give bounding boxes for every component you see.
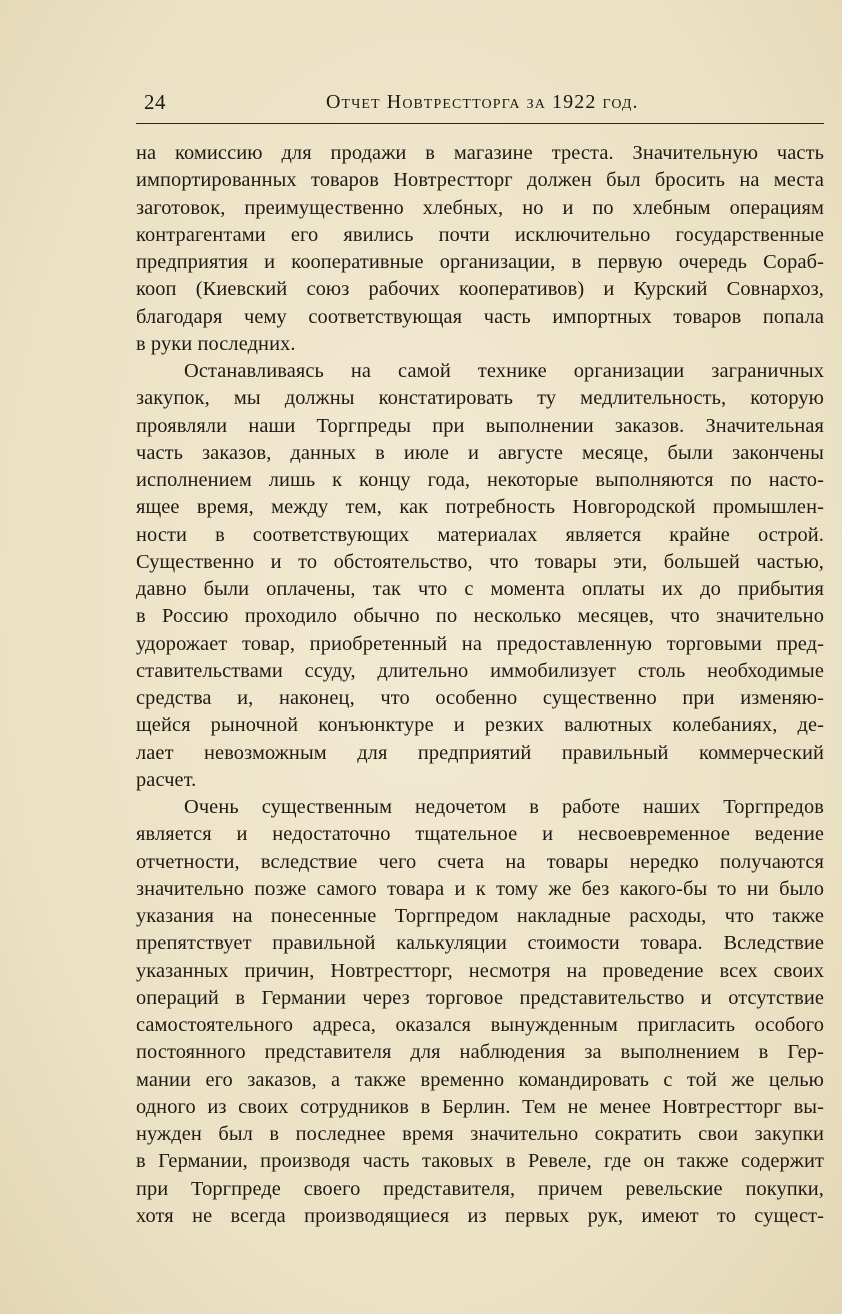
text-line: мании его заказов, а также временно командировать с той же целью [136,1068,824,1091]
text-line: в руки последних. [136,332,296,355]
text-line: указания на понесенные Торгпредом накладные расходы, что также [136,905,824,927]
page-number: 24 [144,90,166,114]
body-text [136,140,824,1230]
text-line: операций в Германии через торговое представительство и отсутствие [136,986,824,1009]
text-line: лает невозможным для предприятий правильный коммерческий [136,741,824,764]
text-line: препятствует правильной калькуляции стоимости товара. Вследствие [136,932,824,955]
text-line: значительно позже самого товара и к тому же без какого-бы то ни было [136,877,824,900]
text-line: отчетности, вследствие чего счета на товары нередко получаются [136,850,824,873]
text-line: указанных причин, Новтрестторг, несмотря на проведение всех своих [136,959,824,982]
text-line: удорожает товар, приобретенный на предоставленную торговыми пред- [136,632,824,655]
text-line: расчет. [136,768,197,791]
text-line: ящее время, между тем, как потребность Новгородской промышлен- [136,496,824,519]
header-rule [136,123,824,124]
page-header [136,88,824,122]
text-line: часть заказов, данных в июле и августе месяце, были закончены [136,441,824,464]
text-line: предприятия и кооперативные организации, в первую очередь Сораб- [136,251,824,273]
text-line: одного из своих сотрудников в Берлин. Тем не менее Новтрестторг вы- [136,1095,824,1118]
running-title: Отчет Новтрестторга за 1922 год. [326,91,639,113]
text-line: постоянного представителя для наблюдения за выполнением в Гер- [136,1041,824,1064]
text-line: Существенно и то обстоятельство, что товары эти, большей частью, [136,550,824,573]
text-line: давно были оплачены, так что с момента оплаты их до прибытия [136,578,824,600]
text-line: на комиссию для продажи в магазине треста. Значительную часть [136,142,824,164]
text-line: импортированных товаров Новтрестторг должен был бросить на места [136,169,824,192]
text-line: при Торгпреде своего представителя, причем ревельские покупки, [136,1177,824,1200]
text-line: щейся рыночной конъюнктуре и резких валютных колебаниях, де- [136,714,824,737]
text-line: благодаря чему соответствующая часть импортных товаров попала [136,305,824,328]
text-line: контрагентами его явились почти исключительно государственные [136,223,824,246]
text-line: Очень существенным недочетом в работе наших Торгпредов [184,796,824,818]
text-line: кооп (Киевский союз рабочих кооперативов) и Курский Совнархоз, [136,278,824,301]
text-line: в Россию проходило обычно по несколько месяцев, что значительно [136,605,824,628]
text-line: закупок, мы должны констатировать ту медлительность, которую [136,387,824,410]
text-line: Останавливаясь на самой технике организации заграничных [184,360,824,382]
text-line: заготовок, преимущественно хлебных, но и по хлебным операциям [136,196,824,219]
text-line: в Германии, производя часть таковых в Ревеле, где он также содержит [136,1150,824,1173]
text-line: проявляли наши Торгпреды при выполнении заказов. Значительная [136,414,824,437]
text-line: самостоятельного адреса, оказался вынужденным пригласить особого [136,1014,824,1036]
text-line: нужден был в последнее время значительно сократить свои закупки [136,1123,824,1145]
text-line: ставительствами ссуду, длительно иммобилизует столь необходимые [136,659,824,682]
text-line: исполнением лишь к концу года, некоторые выполняются по насто- [136,469,824,491]
text-line: ности в соответствующих материалах является крайне острой. [136,523,824,546]
text-line: является и недостаточно тщательное и несвоевременное ведение [136,823,824,846]
text-line: хотя не всегда производящиеся из первых рук, имеют то сущест- [136,1204,824,1227]
text-line: средства и, наконец, что особенно существенно при изменяю- [136,687,824,709]
